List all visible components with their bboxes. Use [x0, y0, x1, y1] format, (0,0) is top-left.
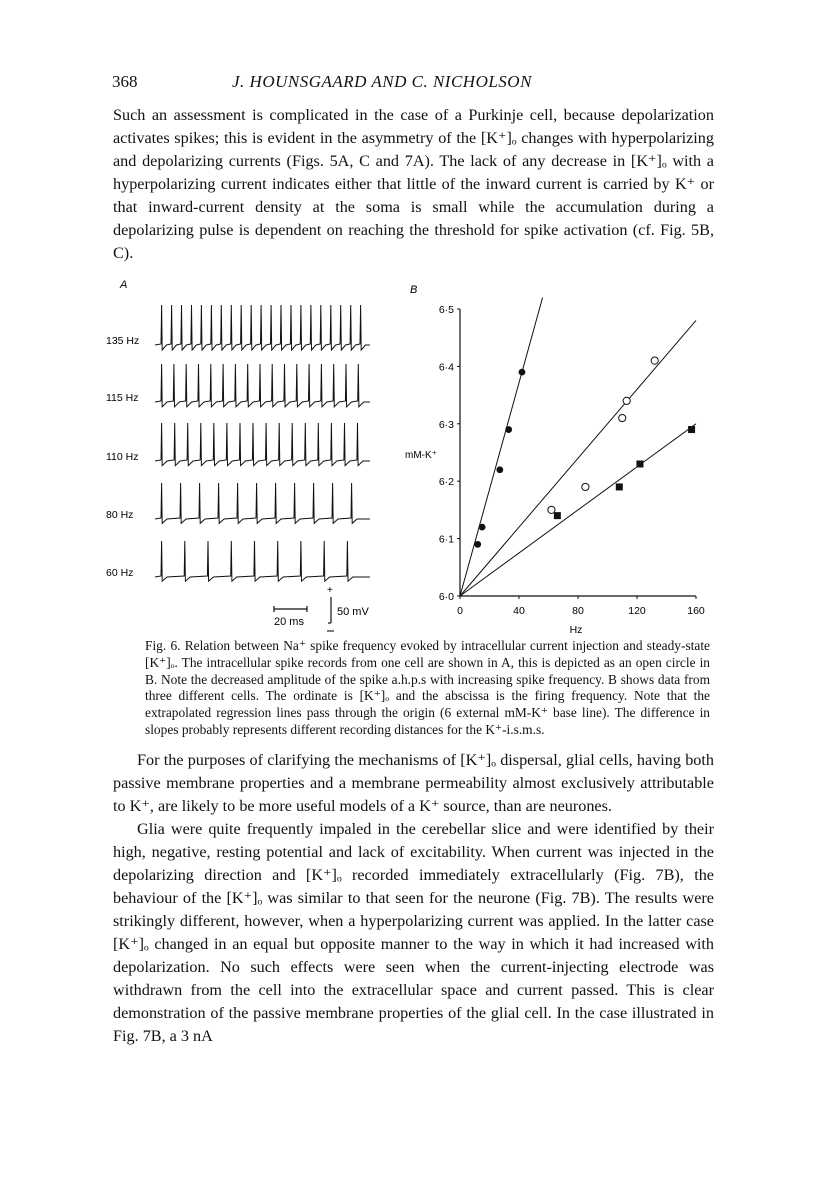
figure-svg	[100, 275, 720, 645]
spike-trace	[155, 305, 370, 350]
spike-trace	[155, 483, 370, 523]
scale-bars	[274, 585, 369, 631]
data-point-open-circle	[619, 414, 626, 421]
caption-text: Fig. 6. Relation between Na⁺ spike frequency evoked by intracellular current injection and steady-state [K⁺]ₒ. The intracellular spike records from one cell are shown in A, this is depicted as an open circle in B. Note the decreased amplitude of the spike a.h.p.s with increasing spike frequency. B shows data from three different cells. The ordinate is [K⁺]ₒ and the abscissa is the firing frequency. Note that the extrapolated regression lines pass through the origin (6 external mM-K⁺ base line). The difference in slopes probably represents different recording distances for the K⁺-i.s.m.s.	[145, 638, 710, 737]
y-tick-label: 6·0	[438, 591, 454, 603]
panel-b-label: B	[410, 284, 418, 296]
x-axis-label: Hz	[569, 624, 583, 636]
paragraph: Such an assessment is complicated in the case of a Purkinje cell, because depolarization activates spikes; this is evident in the asymmetry of the [K⁺]ₒ changes with hyperpolarizing and depolarizing currents (Figs. 5A, C and 7A). The lack of any decrease in [K⁺]ₒ with a hyperpolarizing current indicates either that little of the inward current is carried by K⁺ or that inward-current density at the soma is small while the accumulation during a depolarizing pulse is dependent on reaching the threshold for spike activation (cf. Fig. 5B, C).	[113, 106, 714, 262]
data-point-open-circle	[623, 397, 630, 404]
x-tick-label: 0	[457, 605, 463, 617]
data-point-square	[554, 512, 561, 519]
data-point-filled-circle	[519, 369, 526, 376]
figure-caption	[145, 638, 710, 739]
trace-label: 60 Hz	[106, 567, 134, 579]
data-point-open-circle	[582, 483, 589, 490]
y-axis-label: mM-K⁺	[405, 450, 437, 461]
page-number: 368	[112, 72, 138, 91]
regression-line	[460, 298, 543, 596]
paragraph: Glia were quite frequently impaled in the cerebellar slice and were identified by their high, negative, resting potential and lack of excitability. When current was injected in the depolarizing direction and [K⁺]ₒ recorded immediately extracellularly (Fig. 7B), the behaviour of the [K⁺]ₒ was similar to that seen for the neurone (Fig. 7B). The results were strikingly different, however, when a hyperpolarizing current was applied. In the latter case [K⁺]ₒ changed in an equal but opposite manner to the way in which it had increased with depolarization. No such effects were seen when the current-injecting electrode was withdrawn from the cell into the extracellular space and current passed. This is clear demonstration of the passive membrane properties of the glial cell. In the case illustrated in Fig. 7B, a 3 nA	[113, 820, 714, 1045]
data-point-filled-circle	[505, 426, 512, 433]
plus-marker: +	[327, 585, 333, 596]
page-header	[112, 72, 712, 102]
x-tick-label: 80	[572, 605, 584, 617]
trace-label: 135 Hz	[106, 335, 140, 347]
data-point-filled-circle	[496, 466, 503, 473]
panel-b-chart	[405, 298, 705, 636]
data-point-filled-circle	[474, 541, 481, 548]
x-tick-label: 40	[513, 605, 525, 617]
data-point-square	[616, 483, 623, 490]
trace-label: 115 Hz	[106, 392, 139, 404]
figure-6	[100, 275, 720, 645]
x-tick-label: 160	[687, 605, 705, 617]
paragraph: For the purposes of clarifying the mechanisms of [K⁺]ₒ dispersal, glial cells, having both passive membrane properties and a membrane permeability almost exclusively attributable to K⁺, are likely to be more useful models of a K⁺ source, than are neurones.	[113, 751, 714, 815]
trace-label: 80 Hz	[106, 509, 134, 521]
body-paragraph-top	[113, 104, 714, 265]
data-point-square	[636, 460, 643, 467]
trace-label: 110 Hz	[106, 451, 139, 463]
y-tick-label: 6·2	[438, 476, 454, 489]
body-paragraphs-bottom	[113, 749, 714, 1048]
y-tick-label: 6·4	[438, 361, 454, 374]
y-tick-label: 6·3	[438, 418, 454, 431]
chart-marks	[439, 298, 705, 617]
regression-line	[460, 320, 696, 596]
spike-traces	[106, 305, 370, 581]
running-head: J. HOUNSGAARD AND C. NICHOLSON	[232, 72, 532, 91]
panel-a-label: A	[120, 279, 128, 291]
spike-trace	[155, 423, 370, 466]
data-point-square	[688, 426, 695, 433]
time-scale-label: 20 ms	[274, 616, 304, 628]
spike-trace	[155, 364, 370, 407]
y-tick-label: 6·5	[438, 304, 454, 316]
data-point-open-circle	[651, 357, 658, 364]
x-tick-label: 120	[628, 605, 646, 617]
voltage-scale-label: 50 mV	[337, 606, 369, 618]
y-tick-label: 6·1	[438, 533, 454, 546]
regression-line	[460, 424, 696, 596]
data-point-filled-circle	[479, 524, 486, 531]
spike-trace	[155, 541, 370, 581]
